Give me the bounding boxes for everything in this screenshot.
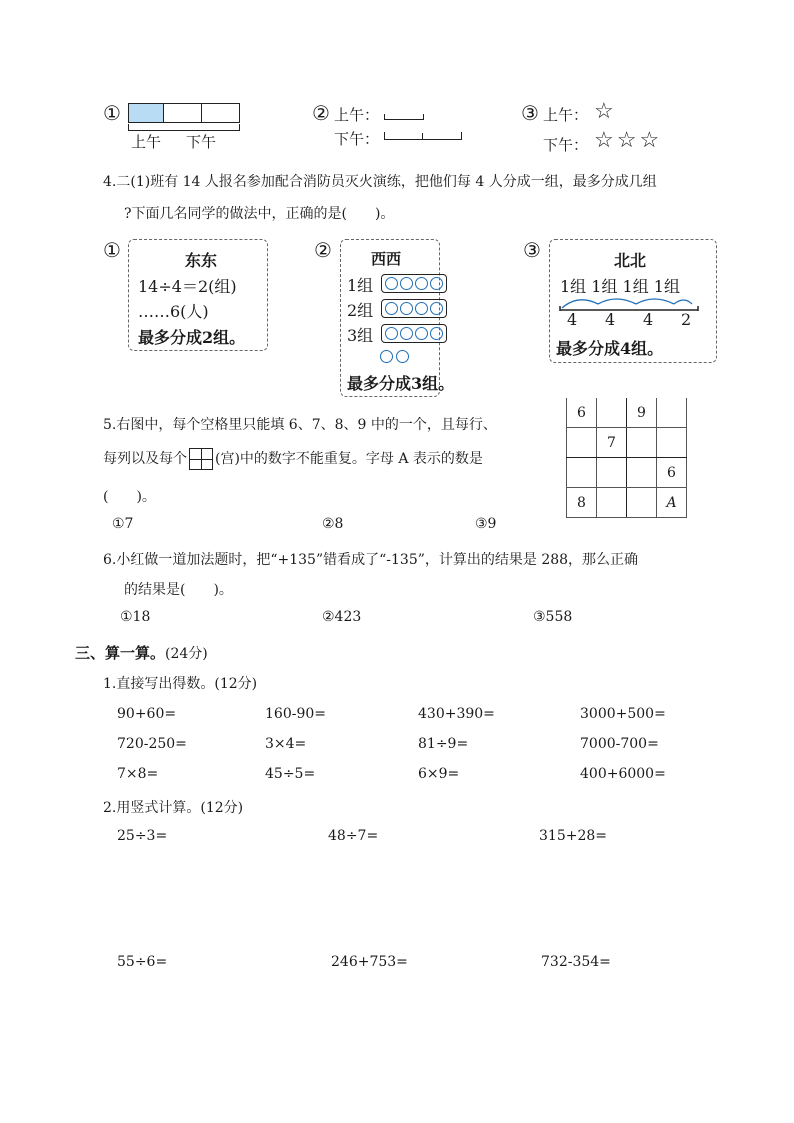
star-icon: ☆☆☆ [594, 128, 663, 153]
segment-value: 2 [681, 310, 692, 329]
group-rings [381, 299, 447, 318]
question-4-line-1: 4.二(1)班有 14 人报名参加配合消防员灭火演练，把他们每 4 人分成一组，最多分成几组 [103, 174, 657, 190]
grid-cell: 6 [567, 398, 597, 428]
grid-cell: 9 [627, 398, 657, 428]
am-label: 上午 [131, 133, 162, 151]
question-6-line-1: 6.小红做一道加法题时，把“+135”错看成了“-135”，计算出的结果是 288，那么正确 [103, 552, 639, 568]
group-labels: 1组 1组 1组 1组 [560, 277, 680, 296]
segment-value: 4 [605, 310, 616, 329]
oral-problem: 160-90= [265, 706, 326, 722]
question-5-line-3: ( )。 [103, 489, 156, 505]
oral-problem: 6×9= [418, 766, 460, 782]
group-label: 3组 [347, 326, 374, 345]
grid-row [567, 398, 687, 428]
oral-problem: 7×8= [117, 766, 159, 782]
student-name: 西西 [371, 250, 402, 268]
q4-card-beibei [549, 239, 717, 363]
card-conclusion: 最多分成2组。 [138, 328, 246, 347]
oral-problem: 720-250= [117, 736, 187, 752]
student-name: 东东 [185, 251, 218, 270]
vertical-problem: 246+753= [331, 954, 408, 970]
oral-problem: 3000+500= [580, 706, 666, 722]
leftover-ring [380, 350, 393, 363]
grid-cell: 6 [657, 458, 687, 488]
part-2-title: 2.用竖式计算。(12分) [103, 800, 244, 816]
grid-cell [627, 488, 657, 518]
segment-value: 4 [567, 310, 578, 329]
grid-cell: 8 [567, 488, 597, 518]
oral-problem: 430+390= [418, 706, 495, 722]
vertical-problem: 732-354= [541, 954, 611, 970]
choice[interactable]: ③558 [533, 609, 573, 625]
option-number: ① [103, 101, 121, 125]
option-number: ③ [523, 238, 541, 262]
grid-cell [597, 398, 627, 428]
group-rings [381, 274, 447, 293]
section-title: 三、算一算。 [75, 644, 166, 662]
card-line: 14÷4＝2(组) [138, 277, 237, 296]
number-line [558, 290, 708, 312]
line-text: (宫)中的数字不能重复。字母 A 表示的数是 [215, 451, 483, 467]
option-number: ③ [521, 101, 539, 125]
leftover-ring [396, 350, 409, 363]
line-text: 每列以及每个 [103, 451, 187, 467]
am-bar [384, 114, 424, 120]
question-5-line-2 [103, 448, 483, 470]
oral-problem: 81÷9= [418, 736, 469, 752]
vertical-problem: 315+28= [539, 828, 607, 844]
grid-cell [627, 458, 657, 488]
vertical-problem: 25÷3= [117, 828, 168, 844]
grid-row [567, 488, 687, 518]
oral-problem: 90+60= [117, 706, 177, 722]
grid-cell [597, 488, 627, 518]
grid-cell [597, 458, 627, 488]
star-icon: ☆ [594, 99, 614, 124]
group-rings [381, 324, 447, 343]
grid-cell [567, 428, 597, 458]
grid-cell [657, 428, 687, 458]
segment-value: 4 [643, 310, 654, 329]
oral-problem: 45÷5= [265, 766, 316, 782]
choice[interactable]: ②8 [322, 516, 344, 532]
palace-grid-icon [189, 448, 213, 470]
choice[interactable]: ①7 [112, 516, 134, 532]
grid-cell [567, 458, 597, 488]
card-line: ……6(人) [138, 302, 209, 321]
option-number: ② [314, 238, 332, 262]
card-conclusion: 最多分成4组。 [556, 339, 664, 358]
oral-problem: 3×4= [265, 736, 307, 752]
section-3-heading [75, 642, 208, 663]
group-label: 1组 [347, 276, 374, 295]
pm-label: 下午： [543, 136, 589, 154]
pm-bar [384, 132, 462, 140]
vertical-problem: 48÷7= [328, 828, 379, 844]
vertical-problem: 55÷6= [117, 954, 168, 970]
part-1-title: 1.直接写出得数。(12分) [103, 676, 258, 692]
grid-row [567, 458, 687, 488]
choice[interactable]: ①18 [120, 609, 151, 625]
card-conclusion: 最多分成3组。 [347, 374, 455, 393]
grid-cell [657, 398, 687, 428]
q4-card-xixi [340, 239, 455, 397]
option-number: ② [312, 101, 330, 125]
grid-row [567, 428, 687, 458]
question-6-line-2: 的结果是( )。 [124, 582, 233, 598]
grid-cell: A [657, 488, 687, 518]
choice[interactable]: ③9 [475, 516, 497, 532]
pm-label: 下午 [186, 133, 217, 151]
group-label: 2组 [347, 301, 374, 320]
am-label: 上午： [334, 106, 380, 124]
pm-label: 下午： [334, 130, 380, 148]
q4-card-dongdong [128, 239, 268, 351]
question-5-line-1: 5.右图中，每个空格里只能填 6、7、8、9 中的一个，且每行、 [103, 417, 497, 433]
oral-problem: 7000-700= [580, 736, 659, 752]
question-4-line-2: ?下面几名同学的做法中，正确的是( )。 [124, 206, 395, 222]
section-points: (24分) [165, 646, 208, 662]
grid-cell [627, 428, 657, 458]
grid-cell: 7 [597, 428, 627, 458]
choice[interactable]: ②423 [322, 609, 362, 625]
sudoku-grid [566, 398, 687, 518]
am-label: 上午： [543, 106, 589, 124]
oral-problem: 400+6000= [580, 766, 666, 782]
student-name: 北北 [614, 251, 647, 270]
day-bar [128, 103, 240, 123]
option-number: ① [103, 238, 121, 262]
